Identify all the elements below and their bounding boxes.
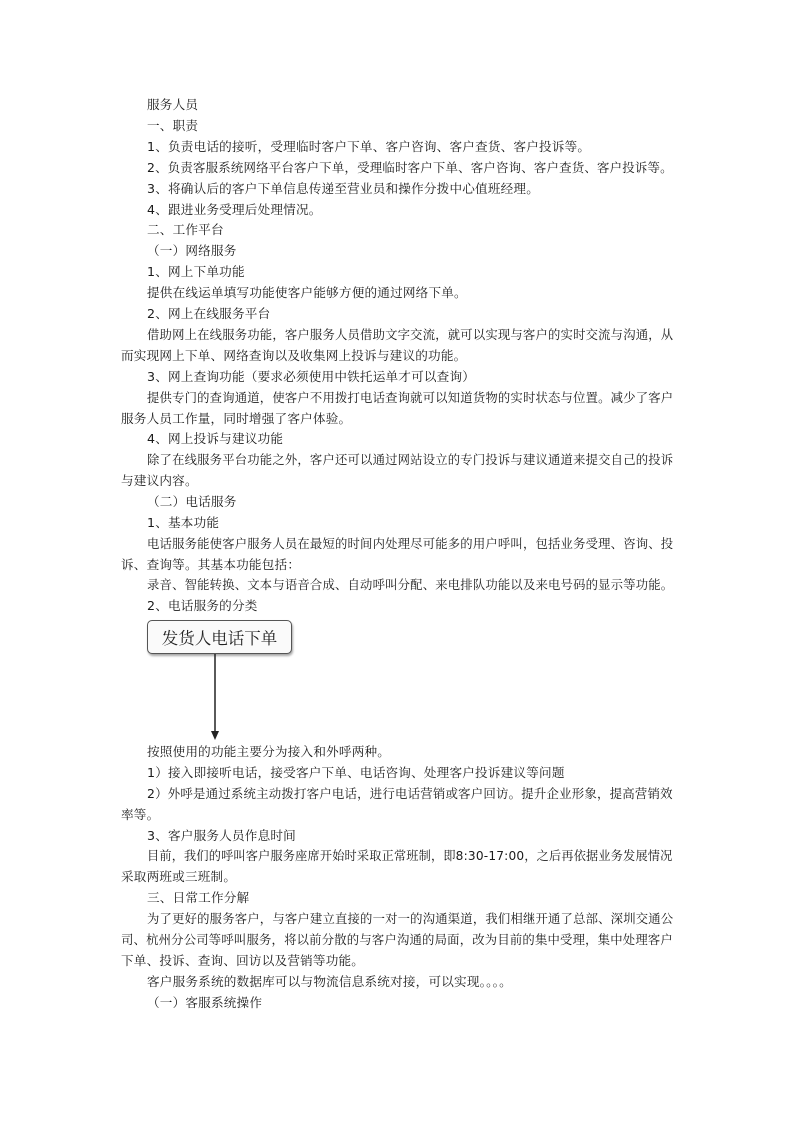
text-line: 4、网上投诉与建议功能 bbox=[147, 431, 284, 446]
text-line: 二、工作平台 bbox=[147, 222, 224, 237]
flowchart-arrow bbox=[205, 654, 225, 740]
text-line: 1、网上下单功能 bbox=[147, 264, 245, 279]
text-line: 而实现网上下单、网络查询以及收集网上投诉与建议的功能。 bbox=[121, 348, 467, 363]
text-line: 电话服务能使客户服务人员在最短的时间内处理尽可能多的用户呼叫，包括业务受理、咨询、投 bbox=[147, 536, 674, 551]
text-line: 诉、查询等。其基本功能包括： bbox=[121, 557, 301, 572]
text-line: 服务人员工作量，同时增强了客户体验。 bbox=[121, 411, 352, 426]
text-line: 目前，我们的呼叫客户服务座席开始时采取正常班制，即8:30-17:00，之后再依据业务发展情况 bbox=[147, 848, 673, 863]
text-line: 2、电话服务的分类 bbox=[147, 598, 258, 613]
text-line: 3、网上查询功能（要求必须使用中铁托运单才可以查询） bbox=[147, 369, 476, 384]
text-line: 1）接入即接听电话，接受客户下单、电话咨询、处理客户投诉建议等问题 bbox=[147, 765, 565, 780]
text-line: 提供专门的查询通道，使客户不用拨打电话查询就可以知道货物的实时状态与位置。减少了客户 bbox=[147, 390, 674, 405]
text-line: 1、负责电话的接听，受理临时客户下单、客户咨询、客户查货、客户投诉等。 bbox=[147, 139, 591, 154]
text-line: （二）电话服务 bbox=[147, 494, 237, 509]
text-line: 借助网上在线服务功能，客户服务人员借助文字交流，就可以实现与客户的实时交流与沟通，从 bbox=[147, 327, 674, 342]
text-line: 与建议内容。 bbox=[121, 473, 198, 488]
text-line: （一）网络服务 bbox=[147, 243, 237, 258]
text-line: 服务人员 bbox=[147, 97, 199, 112]
text-line: 2、网上在线服务平台 bbox=[147, 306, 271, 321]
text-line: （一）客服系统操作 bbox=[147, 995, 263, 1010]
text-line: 1、基本功能 bbox=[147, 515, 220, 530]
text-line: 三、日常工作分解 bbox=[147, 890, 250, 905]
text-line: 率等。 bbox=[121, 807, 160, 822]
text-line: 采取两班或三班制。 bbox=[121, 869, 237, 884]
text-line: 按照使用的功能主要分为接入和外呼两种。 bbox=[147, 744, 391, 759]
text-line: 2、负责客服系统网络平台客户下单，受理临时客户下单、客户咨询、客户查货、客户投诉等。 bbox=[147, 160, 673, 175]
text-line: 下单、投诉、查询、回访以及营销等功能。 bbox=[121, 953, 365, 968]
text-line: 4、跟进业务受理后处理情况。 bbox=[147, 202, 322, 217]
text-line: 2）外呼是通过系统主动拨打客户电话，进行电话营销或客户回访。提升企业形象，提高营销效 bbox=[147, 786, 673, 801]
text-line: 除了在线服务平台功能之外，客户还可以通过网站设立的专门投诉与建议通道来提交自己的投诉 bbox=[147, 452, 674, 467]
text-line: 司、杭州分公司等呼叫服务，将以前分散的与客户沟通的局面，改为目前的集中受理，集中处理客户 bbox=[121, 932, 673, 947]
text-line: 3、将确认后的客户下单信息传递至营业员和操作分拨中心值班经理。 bbox=[147, 181, 540, 196]
text-line: 提供在线运单填写功能使客户能够方便的通过网络下单。 bbox=[147, 285, 467, 300]
text-line: 3、客户服务人员作息时间 bbox=[147, 828, 296, 843]
text-line: 为了更好的服务客户，与客户建立直接的一对一的沟通渠道，我们相继开通了总部、深圳交通公 bbox=[147, 911, 674, 926]
text-line: 客户服务系统的数据库可以与物流信息系统对接，可以实现。。。。 bbox=[147, 974, 512, 989]
text-line: 一、职责 bbox=[147, 118, 199, 133]
text-line: 录音、智能转换、文本与语音合成、自动呼叫分配、来电排队功能以及来电号码的显示等功能。 bbox=[147, 577, 674, 592]
flowchart-box: 发货人电话下单 bbox=[147, 620, 292, 654]
